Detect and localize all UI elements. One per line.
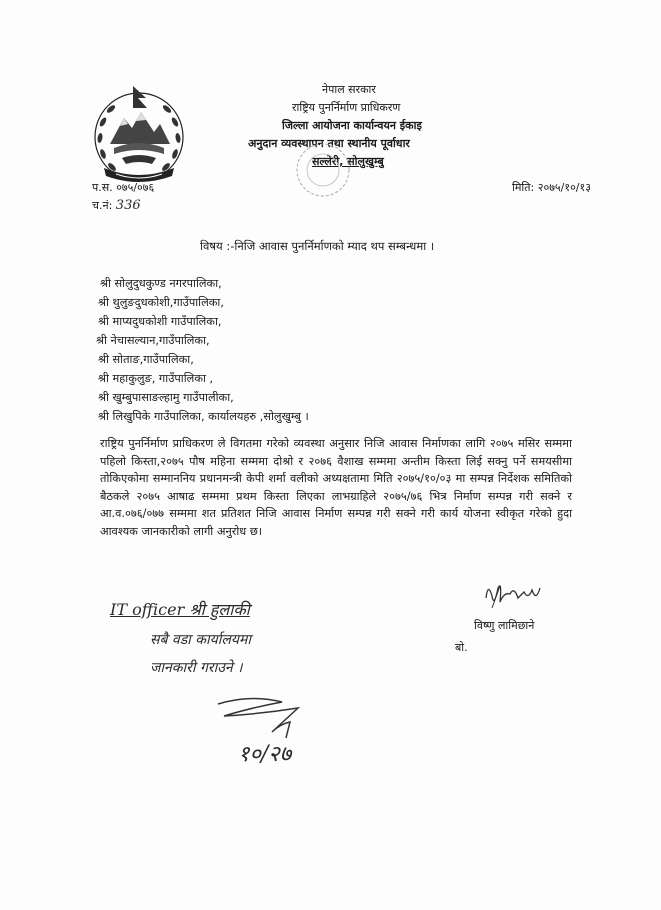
handwritten-note-line-1: IT officer श्री हुलाकी xyxy=(110,600,250,619)
handwritten-initial xyxy=(210,692,320,742)
recipient-item: श्री थुलुङदुधकोशी,गाउँपालिका, xyxy=(98,296,224,309)
recipient-item: श्री नेचासल्यान,गाउँपालिका, xyxy=(96,334,210,347)
letter-body: राष्ट्रिय पुनर्निर्माण प्राधिकरण ले विगतमा गरेको व्यवस्था अनुसार निजि आवास निर्माणका लागि २०७५ मसिर सम्ममा पहिलो किस्ता,२०७५ पौष महिना सम्ममा दोश्रो र २०७६ वैशाख सम्ममा अन्तीम किस्ता लिई सक्नु पर्ने समयसीमा तोकिएकोमा सम्माननिय प्रधानमन्त्री केपी शर्मा वलीको अध्यक्षतामा मिति २०७५/१०/०३ मा सम्पन्न निर्देशक समितिको बैठकले २०७५ आषाढ सम्ममा प्रथम किस्ता लिएका लाभग्राहिले २०७५/७६ भित्र निर्माण सम्पन्न गरी सक्ने र आ.व.०७६/०७७ सम्ममा शत प्रतिशत निजि आवास निर्माण सम्पन्न गरी सक्ने गरी कार्य योजना स्वीकृत गरेको हुदा आवश्यक जानकारीको लागी अनुरोध छ। xyxy=(100,437,572,538)
recipient-item: श्री सोताङ,गाउँपालिका, xyxy=(98,353,194,366)
nepal-emblem-logo xyxy=(86,82,192,188)
chalani-value: 336 xyxy=(115,198,141,213)
date-label: मिति: xyxy=(512,181,535,194)
recipient-item: श्री महाकुलुङ, गाउँपालिका , xyxy=(98,372,214,385)
subject-line: विषय :-निजि आवास पुनर्निर्माणको म्याद थप सम्बन्धमा । xyxy=(200,239,435,253)
patra-sankhya-value: ०७५/०७६ xyxy=(116,181,155,194)
chalani-label: च.नं: xyxy=(92,199,113,212)
patra-sankhya xyxy=(92,180,154,195)
recipient-item: श्री सोलुदुधकुण्ड नगरपालिका, xyxy=(100,277,222,290)
recipient-item: श्री खुम्बुपासाङल्हामु गाउँपालीका, xyxy=(98,391,234,404)
header-line-3: जिल्ला आयोजना कार्यान्वयन ईकाइ xyxy=(282,119,422,132)
office-stamp xyxy=(293,140,353,200)
chalani-number xyxy=(92,198,141,213)
bodhartha-label: बो. xyxy=(455,641,468,654)
recipient-item: श्री माप्यदुधकोशी गाउँपालिका, xyxy=(98,315,222,328)
date-value: २०७५/१०/१३ xyxy=(537,181,591,194)
letter-date xyxy=(512,180,591,195)
header-line-1: नेपाल सरकार xyxy=(322,83,376,96)
signature-scribble xyxy=(480,578,560,614)
patra-sankhya-label: प.स. xyxy=(92,181,113,194)
header-line-4: अनुदान व्यवस्थापन तथा स्थानीय पूर्वाधार xyxy=(248,137,410,150)
handwritten-date: १०/२७ xyxy=(238,742,292,767)
handwritten-note-line-3: जानकारी गराउने । xyxy=(150,660,243,676)
handwritten-note-line-2: सबै वडा कार्यालयमा xyxy=(150,632,251,648)
header-line-5: सल्लेरी, सोलुखुम्बु xyxy=(312,155,384,168)
signatory-name: विष्णु लामिछाने xyxy=(474,619,535,632)
header-line-2: राष्ट्रिय पुनर्निर्माण प्राधिकरण xyxy=(292,101,401,114)
recipient-item: श्री लिखुपिके गाउँपालिका, कार्यालयहरु ,सोलुखुम्बु । xyxy=(98,410,309,423)
